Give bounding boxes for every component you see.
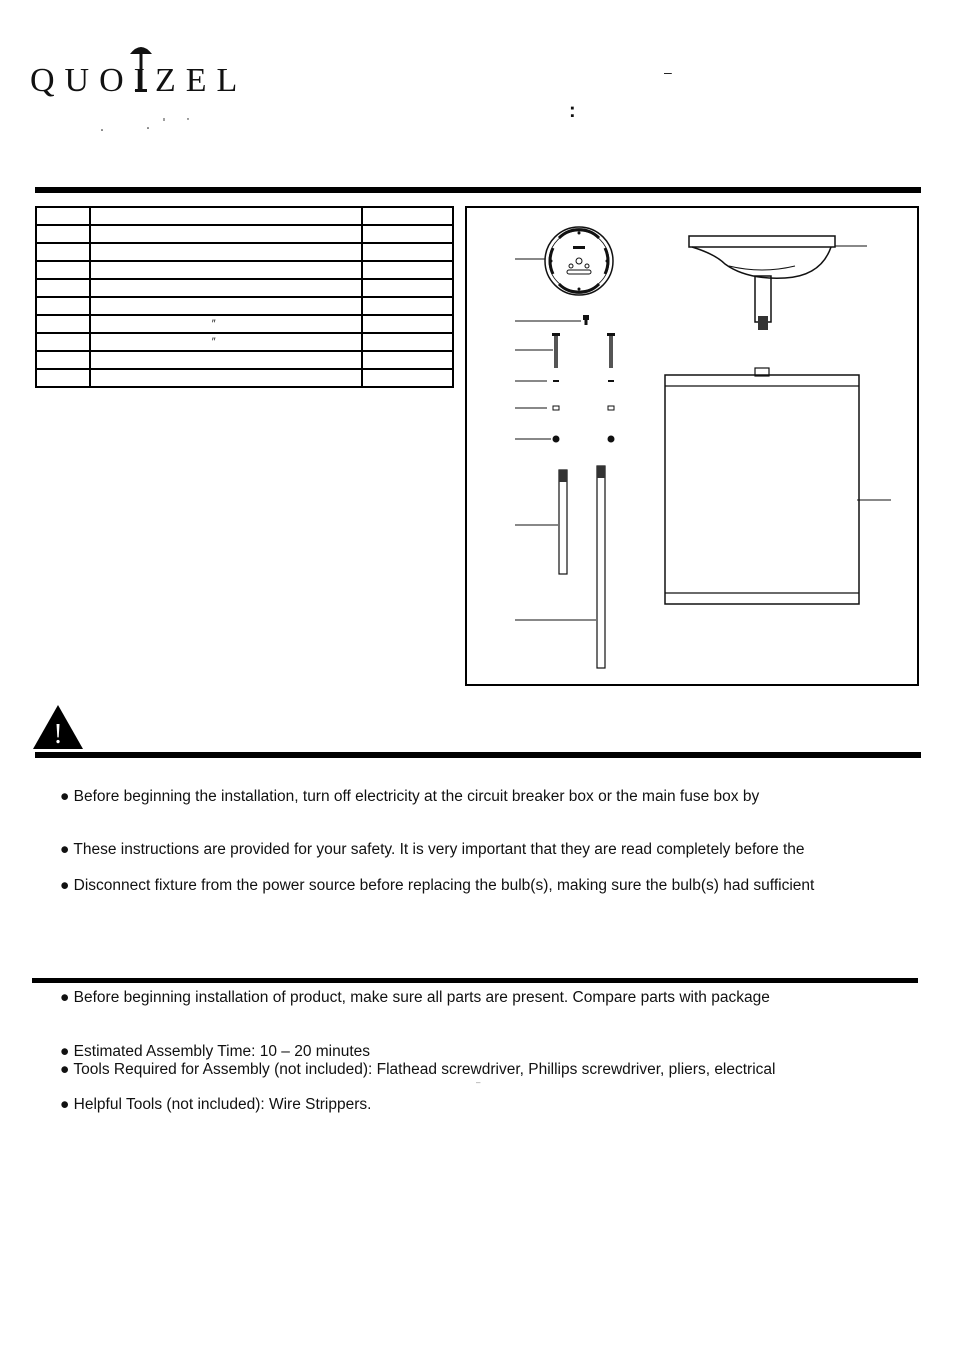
table-cell — [36, 225, 90, 243]
nut-drawing — [553, 406, 614, 410]
header-dash: – — [664, 64, 672, 80]
table-cell — [36, 351, 90, 369]
table-cell — [36, 297, 90, 315]
table-cell — [36, 369, 90, 387]
table-cell — [362, 351, 453, 369]
table-cell — [36, 243, 90, 261]
table-cell — [90, 297, 361, 315]
parts-diagram — [465, 206, 919, 686]
table-row — [36, 243, 453, 261]
prep-bullet-tools-required: ● Tools Required for Assembly (not included): Flathead screwdriver, Phillips screwdriver, pliers, electrical — [60, 1061, 776, 1078]
table-cell — [90, 333, 361, 351]
table-cell — [362, 315, 453, 333]
parts-list-table — [35, 206, 454, 388]
table-row — [36, 279, 453, 297]
ground-screw-drawing — [583, 315, 589, 325]
section-rule-parts — [35, 187, 921, 193]
section-rule-warning — [35, 752, 921, 758]
table-row — [36, 261, 453, 279]
table-cell — [90, 315, 361, 333]
table-row — [36, 351, 453, 369]
table-cell — [90, 225, 361, 243]
prep-bullet-parts-check: ● Before beginning installation of product, make sure all parts are present. Compare parts with package — [60, 989, 770, 1006]
table-row — [36, 333, 453, 351]
logo-tagline-marks — [100, 114, 200, 134]
washer-drawing — [553, 380, 614, 382]
shade-drawing — [665, 368, 859, 604]
table-cell — [362, 333, 453, 351]
table-row — [36, 297, 453, 315]
quoizel-logo — [30, 40, 248, 140]
warning-bullet-power-off: ● Before beginning the installation, turn off electricity at the circuit breaker box or the main fuse box by — [60, 788, 760, 805]
header-colon: : — [569, 100, 576, 122]
mounting-screw-drawing — [552, 333, 615, 368]
prep-bullet-assembly-time: ● Estimated Assembly Time: 10 – 20 minutes — [60, 1043, 371, 1060]
mounting-plate-drawing — [545, 227, 613, 295]
table-cell — [362, 261, 453, 279]
table-cell — [36, 315, 90, 333]
table-cell — [90, 261, 361, 279]
warning-symbol: ! — [53, 719, 63, 749]
table-cell — [362, 279, 453, 297]
table-cell — [90, 279, 361, 297]
warning-triangle-icon — [33, 705, 83, 749]
table-cell — [90, 207, 361, 225]
warning-bullet-safety: ● These instructions are provided for your safety. It is very important that they are read completely before the — [60, 841, 805, 858]
table-cell — [362, 207, 453, 225]
short-downrod-drawing — [559, 470, 567, 574]
cell-text: ″ — [211, 318, 216, 330]
table-cell — [36, 207, 90, 225]
table-row — [36, 225, 453, 243]
long-downrod-drawing — [597, 466, 605, 668]
logo-wordmark: QUOIZEL — [30, 62, 248, 99]
table-cell — [90, 369, 361, 387]
table-row — [36, 315, 453, 333]
table-cell — [362, 297, 453, 315]
prep-bullet-helpful-tools: ● Helpful Tools (not included): Wire Strippers. — [60, 1096, 372, 1113]
stray-dash: – — [476, 1078, 481, 1087]
cell-text: ″ — [211, 336, 216, 348]
warning-bullet-bulbs: ● Disconnect fixture from the power source before replacing the bulb(s), making sure the bulb(s) had sufficient — [60, 877, 815, 894]
cap-nut-drawing — [553, 436, 615, 443]
section-rule-preparation — [32, 978, 918, 983]
table-cell — [36, 279, 90, 297]
table-cell — [36, 261, 90, 279]
table-cell — [362, 369, 453, 387]
table-cell — [362, 225, 453, 243]
canopy-drawing — [689, 236, 835, 330]
table-cell — [362, 243, 453, 261]
table-row — [36, 207, 453, 225]
table-cell — [90, 351, 361, 369]
table-cell — [90, 243, 361, 261]
table-cell — [36, 333, 90, 351]
table-row — [36, 369, 453, 387]
